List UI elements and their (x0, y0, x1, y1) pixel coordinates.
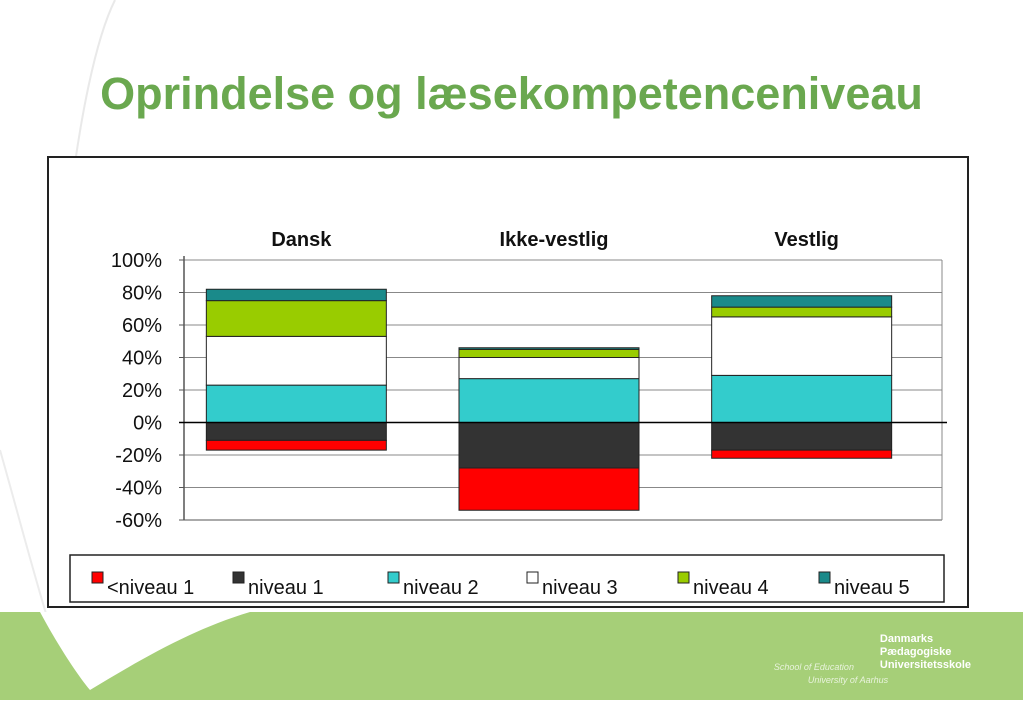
y-tick-label: 100% (110, 250, 162, 272)
logo-line-1: Danmarks (879, 633, 934, 645)
bar-segment (459, 468, 639, 510)
legend-label: <niveau 1 (107, 577, 195, 599)
category-label: Dansk (271, 229, 332, 251)
y-tick-label: 0% (133, 412, 162, 435)
legend-label: niveau 3 (542, 577, 618, 599)
legend-label: niveau 2 (403, 577, 479, 599)
logo-line-2: Pædagogiske (879, 646, 952, 658)
y-tick-label: 40% (121, 347, 162, 370)
bar-segment (712, 375, 892, 422)
legend-swatch (233, 572, 244, 583)
bar-segment (206, 385, 386, 422)
logo-line-3: Universitetsskole (879, 659, 971, 671)
category-label: Ikke-vestlig (499, 229, 609, 251)
bar-segment (712, 317, 892, 376)
legend-swatch (388, 572, 399, 583)
bar-segment (206, 301, 386, 337)
slide-title: Oprindelse og læsekompetenceniveau (100, 68, 923, 119)
bar-segment (712, 450, 892, 458)
legend-swatch (678, 572, 689, 583)
logo-school-text: School of Education (773, 662, 854, 672)
bar-segment (712, 423, 892, 451)
legend-label: niveau 1 (248, 577, 324, 599)
bar-segment (459, 423, 639, 469)
bar-segment (459, 349, 639, 357)
y-tick-label: -60% (115, 510, 162, 532)
y-tick-label: 20% (121, 380, 162, 402)
stacked-bar-chart (47, 156, 969, 608)
y-tick-label: -40% (115, 477, 162, 500)
legend-label: niveau 4 (693, 577, 769, 599)
bar-segment (459, 348, 639, 350)
legend-box (70, 555, 944, 602)
university-logo (773, 633, 971, 685)
bar-segment (206, 423, 386, 441)
legend-swatch (92, 572, 103, 583)
legend-swatch (819, 572, 830, 583)
bar-segment (206, 289, 386, 300)
y-tick-label: 80% (121, 282, 162, 305)
bar-segment (206, 440, 386, 450)
legend-swatch (527, 572, 538, 583)
footer-bottom-strip (0, 700, 1023, 708)
logo-university-text: University of Aarhus (807, 675, 889, 685)
bar-segment (459, 379, 639, 423)
bar-segment (459, 358, 639, 379)
y-tick-label: -20% (115, 445, 162, 467)
bar-segment (712, 307, 892, 317)
y-tick-label: 60% (121, 315, 162, 337)
category-label: Vestlig (774, 229, 839, 251)
bar-segment (206, 336, 386, 385)
legend-label: niveau 5 (834, 577, 910, 599)
bar-segment (712, 296, 892, 307)
